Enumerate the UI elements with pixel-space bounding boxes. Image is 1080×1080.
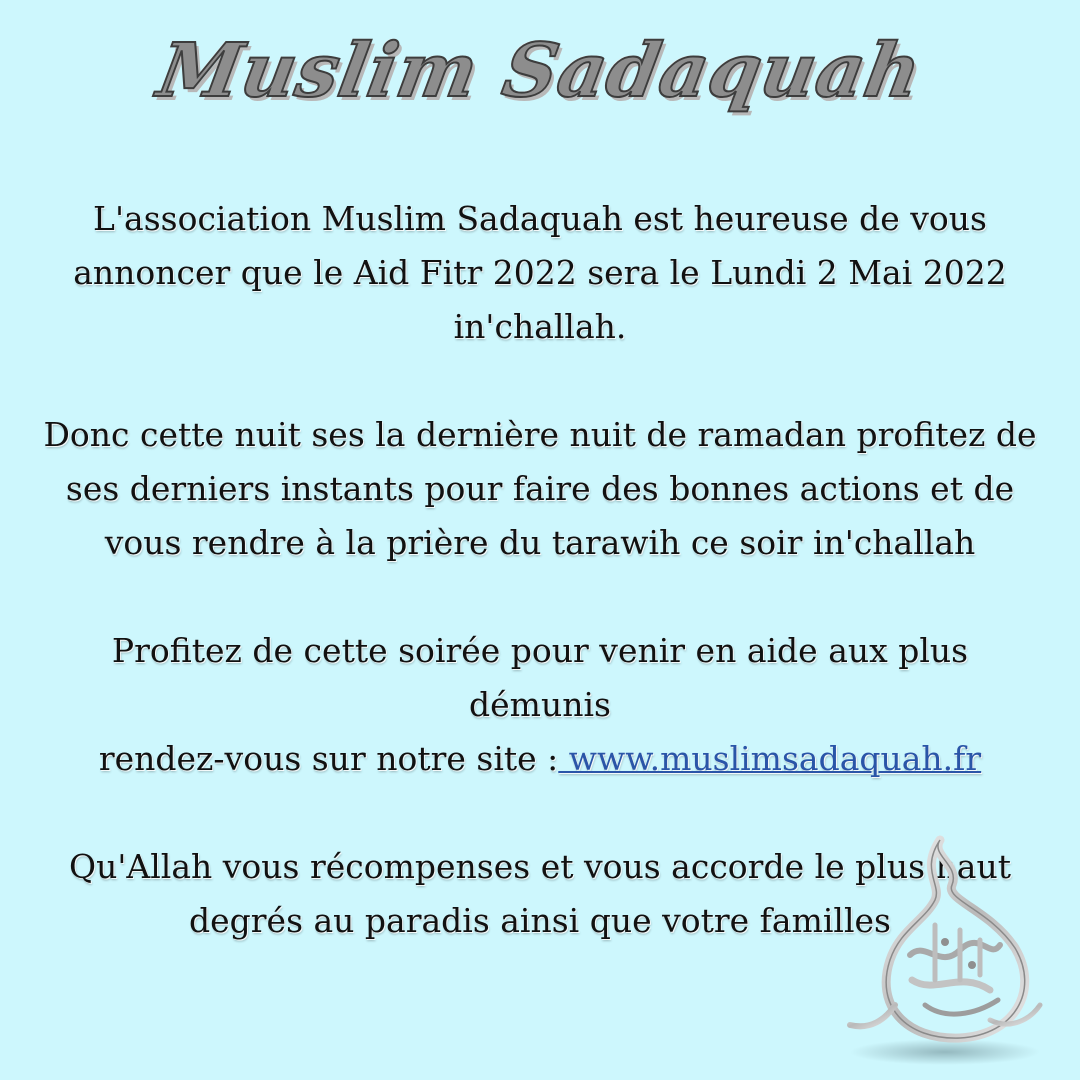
donation-line: Profitez de cette soirée pour venir en aide aux plus démunis: [111, 631, 969, 724]
website-link[interactable]: www.muslimsadaquah.fr: [558, 739, 982, 778]
calligraphy-emblem-icon: [840, 830, 1050, 1070]
site-prefix: rendez-vous sur notre site :: [98, 739, 559, 778]
announcement-paragraph: L'association Muslim Sadaquah est heureuse de vous annoncer que le Aid Fitr 2022 sera le Lundi 2 Mai 2022 in'challah.: [73, 199, 1007, 346]
donation-paragraph: [40, 624, 1040, 786]
ramadan-paragraph: Donc cette nuit ses la dernière nuit de ramadan profitez de ses derniers instants pour faire des bonnes actions et de vous rendre à la prière du tarawih ce soir in'challah: [43, 415, 1037, 562]
closing-paragraph: Qu'Allah vous récompenses et vous accorde le plus haut degrés au paradis ainsi que votre familles: [69, 847, 1011, 940]
page-title: Muslim Sadaquah: [151, 28, 929, 114]
